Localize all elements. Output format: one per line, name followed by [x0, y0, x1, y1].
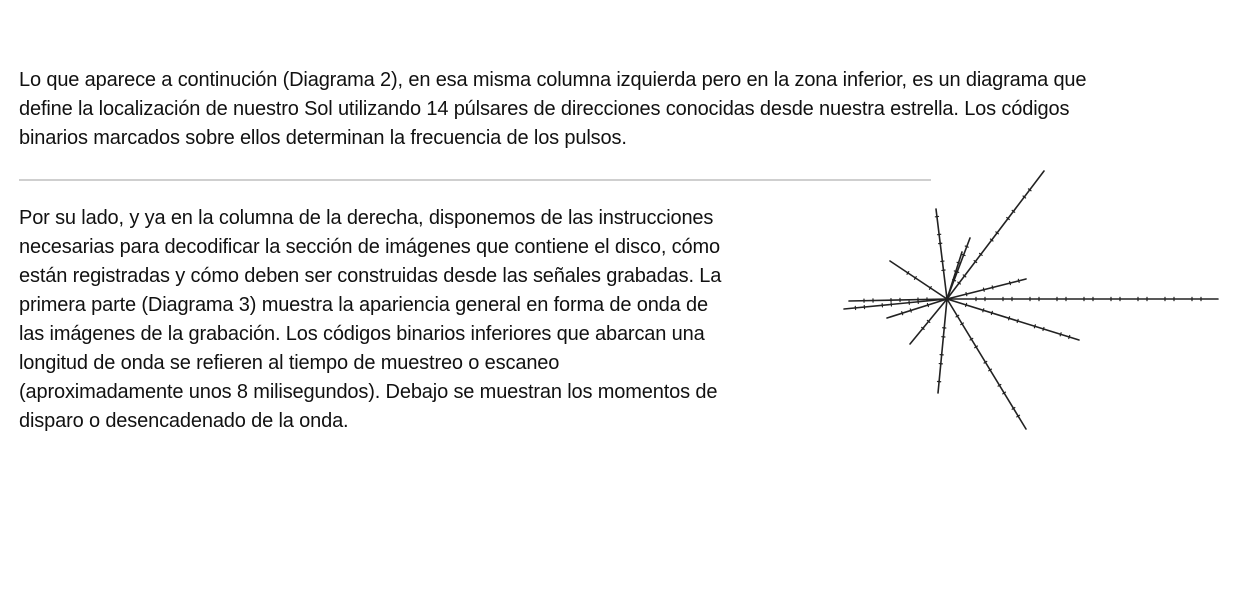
pulsar-binary-tick: [1010, 281, 1011, 284]
pulsar-line: [890, 261, 947, 299]
paragraph-line: necesarias para decodificar la sección de imágenes que contiene el disco, cómo: [19, 236, 720, 258]
paragraph-image-instructions: [19, 204, 721, 436]
pulsar-binary-tick: [1069, 335, 1070, 338]
paragraph-line: (aproximadamente unos 8 milisegundos). Debajo se muestran los momentos de: [19, 381, 718, 403]
pulsar-line: [947, 299, 1026, 429]
pulsar-line: [936, 209, 947, 299]
pulsar-line: [947, 252, 962, 299]
paragraph-line: primera parte (Diagrama 3) muestra la apariencia general en forma de onda de: [19, 294, 708, 316]
pulsar-binary-tick: [902, 312, 903, 315]
pulsar-line: [938, 299, 947, 393]
pulsar-binary-tick: [962, 254, 965, 255]
pulsar-binary-tick: [1043, 327, 1044, 330]
paragraph-line: disparo o desencadenado de la onda.: [19, 410, 349, 432]
paragraph-line: binarios marcados sobre ellos determinan la frecuencia de los pulsos.: [19, 127, 627, 149]
pulsar-binary-tick: [927, 304, 928, 307]
pulsar-binary-tick: [1018, 279, 1019, 282]
pulsar-line: [947, 279, 1026, 299]
paragraph-line: longitud de onda se refieren al tiempo de muestreo o escaneo: [19, 352, 560, 374]
pulsar-binary-tick: [991, 311, 992, 314]
paragraph-line: define la localización de nuestro Sol utilizando 14 púlsares de direcciones conocidas desde nuestra estrella. Los códigos: [19, 98, 1070, 120]
paragraph-line: están registradas y cómo deben ser construidas desde las señales grabadas. La: [19, 265, 722, 287]
paragraph-line: Lo que aparece a continución (Diagrama 2), en esa misma columna izquierda pero en la zona inferior, es un diagrama que: [19, 69, 1087, 91]
pulsar-map-diagram: [836, 164, 1228, 438]
paragraph-line: las imágenes de la grabación. Los códigos binarios inferiores que abarcan una: [19, 323, 705, 345]
pulsar-binary-tick: [966, 303, 967, 306]
pulsar-binary-tick: [992, 286, 993, 289]
pulsar-line: [947, 299, 1079, 340]
pulsar-binary-tick: [983, 288, 984, 291]
pulsar-binary-tick: [957, 262, 960, 263]
paragraph-line: Por su lado, y ya en la columna de la derecha, disponemos de las instrucciones: [19, 207, 714, 229]
pulsar-binary-tick: [966, 293, 967, 296]
paragraph-pulsar-map: [19, 66, 1086, 153]
pulsar-binary-tick: [965, 246, 968, 247]
pulsar-binary-tick: [983, 309, 984, 312]
pulsar-binary-tick: [1009, 317, 1010, 320]
pulsar-binary-tick: [1017, 319, 1018, 322]
pulsar-binary-tick: [1034, 325, 1035, 328]
pulsar-binary-tick: [1060, 333, 1061, 336]
section-divider: [19, 179, 931, 181]
pulsar-binary-tick: [910, 309, 911, 312]
